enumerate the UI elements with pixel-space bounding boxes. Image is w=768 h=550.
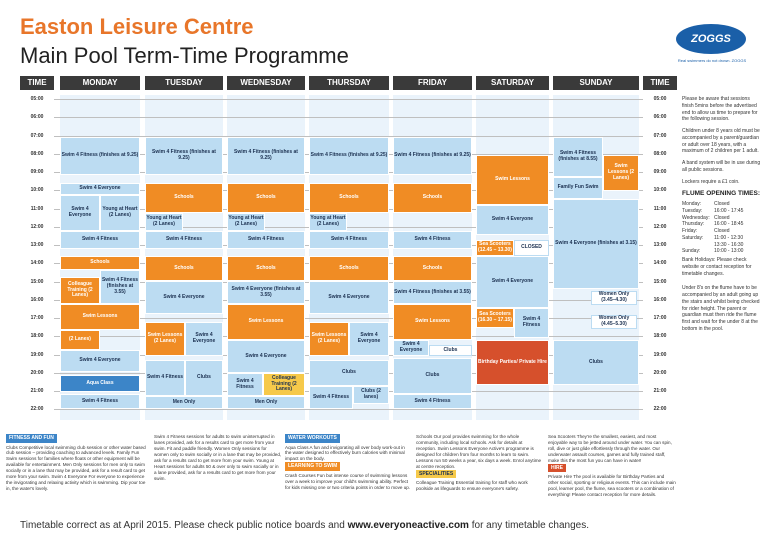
time-label-left: 08:00	[30, 150, 44, 157]
tue-swim4fitness-eve: Swim 4 Fitness	[145, 360, 185, 396]
legend-spec-text: Colleague Training Essential training for staff who work poolside as lifeguards to ensure everyone's safety.	[416, 480, 528, 492]
time-label-right: 07:00	[653, 132, 667, 139]
time-label-right: 19:00	[653, 351, 667, 358]
sat-sea-scooters-1: Sea Scooters (12.45 – 13.30)	[476, 240, 514, 256]
flume-row	[682, 228, 762, 235]
flume-day: Saturday:	[682, 234, 704, 241]
wed-swim4everyone-eve: Swim 4 Everyone	[227, 340, 305, 373]
wed-colleague-training: Colleague Training (2 Lanes)	[263, 373, 305, 396]
thu-swim-lessons: Swim Lessons (2 Lanes)	[309, 322, 349, 356]
flume-day: Tuesday:	[682, 207, 703, 214]
sun-women-only-2: Women Only (4.45–5.30)	[591, 315, 637, 329]
time-label-left: 17:00	[30, 315, 44, 321]
footer-url[interactable]: www.everyoneactive.com	[347, 520, 469, 531]
header-time-left: TIME	[20, 76, 54, 90]
fri-swim4fitness-am: Swim 4 Fitness (finishes at 9.25)	[393, 137, 472, 175]
sat-sea-scooters-2: Sea Scooters (16.30 – 17.15)	[476, 308, 514, 328]
legend-water	[285, 434, 411, 491]
sat-swim-lessons: Swim Lessons	[476, 155, 549, 205]
flume-time: Closed	[714, 201, 730, 208]
mon-swim4everyone-2: Swim 4 Everyone	[60, 195, 100, 231]
hour-gridline	[54, 318, 643, 319]
sun-women-only-1: Women Only (3.45–4.30)	[591, 291, 637, 305]
logo-brand: ZOGGS	[691, 33, 731, 45]
wed-young-at-heart: Young at Heart (2 Lanes)	[227, 213, 265, 231]
flume-time: Closed	[714, 214, 730, 221]
tue-clubs: Clubs	[185, 360, 223, 396]
flume-day: Monday:	[682, 201, 702, 208]
time-label-left: 22:00	[30, 406, 44, 413]
fri-swim4everyone: Swim 4 Everyone	[393, 340, 429, 356]
sun-swim4everyone: Swim 4 Everyone (finishes at 3.15)	[553, 199, 639, 289]
mon-swim-lessons: Swim Lessons	[60, 304, 140, 330]
thu-swim4fitness-am: Swim 4 Fitness (finishes at 9.25)	[309, 137, 389, 175]
note-bank-holidays: Bank Holidays: Please check website or contact reception for timetable changes.	[682, 257, 752, 277]
flume-row	[682, 208, 762, 215]
time-label-left: 09:00	[30, 169, 44, 175]
zoggs-logo	[676, 24, 746, 54]
tue-swim4everyone-eve: Swim 4 Everyone	[185, 322, 223, 356]
thu-schools: Schools	[309, 183, 389, 213]
time-label-left: 10:00	[30, 187, 44, 194]
time-label-right: 22:00	[653, 406, 667, 413]
flume-day: Friday:	[682, 228, 698, 235]
legend-fitness	[6, 434, 146, 492]
thu-clubs: Clubs	[309, 360, 389, 386]
mon-swim4fitness-am: Swim 4 Fitness (finishes at 9.25)	[60, 137, 140, 175]
flume-day: Thursday:	[682, 221, 705, 228]
wed-swim-lessons: Swim Lessons	[227, 304, 305, 340]
header-monday: MONDAY	[60, 76, 140, 90]
note-children: Children under 8 years old must be accompanied by a parent/guardian or adult over 18 years, with a maximum of 2 children per 1 adult.	[682, 128, 760, 155]
footer-text: Timetable correct as at April 2015. Please check public notice boards and	[20, 520, 348, 531]
tue-young-at-heart: Young at Heart (2 Lanes)	[145, 213, 183, 231]
time-label-left: 12:00	[30, 223, 44, 230]
time-label-left: 13:00	[30, 242, 44, 248]
fri-swim-lessons: Swim Lessons	[393, 304, 472, 340]
logo-tagline: Real swimmers do not drown. ZOGGS	[677, 58, 747, 63]
time-label-right: 08:00	[653, 150, 667, 157]
time-label-right: 18:00	[653, 333, 667, 340]
fri-schools: Schools	[393, 183, 472, 213]
legend-sea	[548, 434, 676, 498]
flume-day: Sunday:	[682, 248, 701, 255]
flume-time: 11:00 - 12:30	[714, 234, 744, 241]
time-label-right: 21:00	[653, 388, 667, 394]
fri-clubs: Clubs	[393, 358, 472, 394]
sun-swim4fitness: Swim 4 Fitness (finishes at 8.55)	[553, 137, 603, 177]
tue-swim4everyone: Swim 4 Everyone	[145, 281, 223, 314]
sat-swim4everyone-pm: Swim 4 Everyone	[476, 256, 549, 308]
legend-hire-text: Private Hire The pool is available for Birthday Parties and other social, sporting or religious events. This can include main pool, learner pool, the flume, sea scooters or a combination of everything! Please contact reception for more details.	[548, 474, 676, 498]
time-label-left: 07:00	[30, 132, 44, 139]
flume-row	[682, 201, 762, 208]
time-label-left: 19:00	[30, 351, 44, 358]
legend-water-title: WATER WORKOUTS	[285, 434, 340, 443]
sat-birthday-parties: Birthday Parties/ Private Hire	[476, 340, 549, 385]
time-label-left: 15:00	[30, 278, 44, 285]
fri-swim4fitness-midday: Swim 4 Fitness	[393, 231, 472, 249]
header-sunday: SUNDAY	[553, 76, 639, 90]
time-label-right: 12:00	[653, 223, 667, 230]
mon-swim4everyone-eve: Swim 4 Everyone	[60, 350, 140, 372]
tue-schools: Schools	[145, 183, 223, 213]
flume-row	[682, 235, 762, 242]
flume-row	[682, 215, 762, 222]
time-label-left: 16:00	[30, 296, 44, 303]
note-flume-under8: Under 8's on the flume have to be accompanied by an adult going up the stairs and whilst being checked for rider height. The parent or guardian must then ride the flume first and wait for the under 8 at the bottom in the pool.	[682, 285, 760, 332]
time-label-right: 09:00	[653, 169, 667, 175]
fri-swim4fitness-eve: Swim 4 Fitness	[393, 394, 472, 409]
flume-row	[682, 221, 762, 228]
mon-swim4fitness-pm: Swim 4 Fitness (finishes at 3.55)	[100, 270, 140, 304]
header-saturday: SATURDAY	[476, 76, 549, 90]
header-time-right: TIME	[643, 76, 677, 90]
legend-schools	[416, 434, 542, 492]
legend-water-text: Aqua Class A fun and invigorating all over body work-out in the water designed to effectively burn calories with minimal impact on the body.	[285, 444, 405, 462]
flume-time: 16:00 - 18:45	[714, 221, 744, 228]
thu-schools-pm: Schools	[309, 256, 389, 281]
note-session-finish: Please be aware that sessions finish 5mins before the advertised end to allow us time to prepare for the following session.	[682, 96, 758, 123]
tue-schools-pm: Schools	[145, 256, 223, 281]
notes-panel	[682, 96, 762, 338]
tue-men-only: Men Only	[145, 396, 223, 409]
time-label-right: 20:00	[653, 369, 667, 376]
note-lockers: Lockers require a £1 coin.	[682, 178, 740, 185]
legend-fitness-title: FITNESS AND FUN	[6, 434, 57, 443]
tue-swim4fitness-midday: Swim 4 Fitness	[145, 231, 223, 249]
sun-clubs: Clubs	[553, 340, 639, 385]
time-label-left: 11:00	[30, 205, 44, 212]
time-label-right: 10:00	[653, 187, 667, 194]
time-label-right: 15:00	[653, 278, 667, 285]
time-label-right: 13:00	[653, 242, 667, 248]
time-label-left: 18:00	[30, 333, 44, 340]
mon-aqua-class: Aqua Class	[60, 375, 140, 392]
hour-gridline	[54, 99, 643, 100]
time-label-left: 06:00	[30, 114, 44, 121]
thu-clubs-2-lanes: Clubs (2 lanes)	[353, 386, 389, 404]
header-thursday: THURSDAY	[309, 76, 389, 90]
mon-2-lanes: (2 Lanes)	[60, 330, 100, 350]
mon-swim4fitness-midday: Swim 4 Fitness	[60, 231, 140, 249]
thu-young-at-heart: Young at Heart (2 Lanes)	[309, 213, 347, 231]
flume-times	[682, 201, 762, 255]
footer-tail: for any timetable changes.	[468, 520, 590, 531]
flume-time: 16:00 - 17:45	[714, 207, 744, 214]
sat-closed: CLOSED	[514, 240, 549, 256]
flume-day: Wednesday:	[682, 214, 710, 221]
time-label-left: 14:00	[30, 260, 44, 267]
header-tuesday: TUESDAY	[145, 76, 223, 90]
thu-swim4fitness-midday: Swim 4 Fitness	[309, 231, 389, 249]
flume-day	[682, 242, 714, 249]
wed-men-only: Men Only	[227, 396, 305, 409]
time-label-left: 05:00	[30, 96, 44, 102]
wed-swim4fitness-am: Swim 4 Fitness (finishes at 9.25)	[227, 137, 305, 175]
sat-swim4everyone: Swim 4 Everyone	[476, 205, 549, 235]
time-label-right: 17:00	[653, 315, 667, 321]
mon-swim4fitness-late: Swim 4 Fitness	[60, 394, 140, 409]
wed-swim4fitness-eve: Swim 4 Fitness	[227, 373, 263, 396]
time-label-left: 20:00	[30, 369, 44, 376]
page-title: Easton Leisure Centre	[20, 14, 254, 39]
fri-clubs-lane: Clubs	[429, 345, 472, 356]
flume-row	[682, 248, 762, 255]
hour-gridline	[54, 117, 643, 118]
legend-learn-title: LEARNING TO SWIM	[285, 462, 340, 471]
time-label-right: 16:00	[653, 296, 667, 303]
fri-schools-pm: Schools	[393, 256, 472, 281]
time-label-right: 14:00	[653, 260, 667, 267]
mon-young-at-heart: Young at Heart (2 Lanes)	[100, 195, 140, 231]
legend-spec-title: SPECIALITIES	[416, 470, 456, 479]
flume-row	[682, 242, 762, 249]
header-friday: FRIDAY	[393, 76, 472, 90]
wed-schools-pm: Schools	[227, 256, 305, 281]
time-label-left: 21:00	[30, 388, 44, 394]
mon-schools: Schools	[60, 256, 140, 270]
legend-sea-text: Sea Scooters They're the smallest, easiest, and most enjoyable way to be jetted around under water. You can spin, roll, dive or just glide effortlessly through the water. Our underwater assault courses, games and fully trained staff, make this the most fun you can have in water!	[548, 434, 672, 463]
thu-swim4everyone: Swim 4 Everyone	[309, 281, 389, 314]
header-wednesday: WEDNESDAY	[227, 76, 305, 90]
mon-colleague-training: Colleague Training (2 Lanes)	[60, 277, 100, 304]
flume-time: Closed	[714, 228, 730, 235]
sun-family-fun-swim: Family Fun Swim	[553, 177, 603, 199]
time-label-right: 06:00	[653, 114, 667, 121]
footer	[20, 520, 589, 531]
flume-time: 13:30 - 16:30	[714, 241, 744, 248]
hour-gridline	[54, 409, 643, 410]
flume-title: FLUME OPENING TIMES:	[682, 190, 760, 198]
thu-swim4everyone-eve: Swim 4 Everyone	[349, 322, 389, 356]
time-label-right: 11:00	[653, 205, 667, 212]
note-band-system: A band system will be in use during all public sessions.	[682, 160, 761, 173]
legend-hire-title: HIRE	[548, 464, 566, 473]
legend-fitness-text-2: Swim 4 Fitness sessions for adults to swim uninterrupted in lanes provided, ask for a results card to get more from your swim. Fit and paddle friendly. Women Only sessions for women only to swim socially or in a lane that may be provided, ask for a results card to get more from your swim. Young at Heart sessions for adults 50 & over only to swim socially or in a lane provided, ask for a results card to get more from your swim.	[154, 434, 282, 481]
fri-swim4fitness-pm: Swim 4 Fitness (finishes at 3.55)	[393, 281, 472, 304]
legend-schools-text: Schools Our pool provides swimming for the whole community, including local schools. Ask for details at reception. Swim Lessons Everyone Active's programme is designed for children from four months to learn to swim. Lessons run 50 weeks a year, six days a week. Enrol anytime at centre reception.	[416, 434, 542, 469]
wed-schools: Schools	[227, 183, 305, 213]
wed-swim4everyone: Swim 4 Everyone (finishes at 3.55)	[227, 281, 305, 304]
wed-swim4fitness-midday: Swim 4 Fitness	[227, 231, 305, 249]
legend-fitness-text: Clubs Competitive local swimming club session or other water based club session – providing coaching to advanced levels. Family Fun Swim sessions for families where floats or other equipment will be available for entertainment. Men Only sessions for men only to swim socially or in a lane that may be provided, ask for a result card to get more from your swim. Swim 4 Everyone For everyone to experience the invigorating and relaxing activity which is swimming. Dip your toe in, the water's lovely.	[6, 444, 146, 492]
mon-swim4everyone-1: Swim 4 Everyone	[60, 183, 140, 195]
time-label-right: 05:00	[653, 96, 667, 102]
legend-fitness-2	[154, 434, 282, 482]
legend-learn-text: Crash Courses Fun but intense course of swimming lessons over a week to improve your child's swimming ability. Perfect for kids missing one or two criteria points in order to move up.	[285, 472, 411, 490]
tue-swim-lessons: Swim Lessons (2 Lanes)	[145, 322, 185, 356]
thu-swim4fitness-eve: Swim 4 Fitness	[309, 386, 353, 409]
flume-time: 10:00 - 13:00	[714, 248, 744, 255]
sun-swim-lessons: Swim Lessons (2 Lanes)	[603, 155, 639, 191]
sat-swim4fitness: Swim 4 Fitness	[514, 308, 549, 338]
page-subtitle: Main Pool Term-Time Programme	[20, 43, 349, 68]
tue-swim4fitness-am: Swim 4 Fitness (finishes at 9.25)	[145, 137, 223, 175]
